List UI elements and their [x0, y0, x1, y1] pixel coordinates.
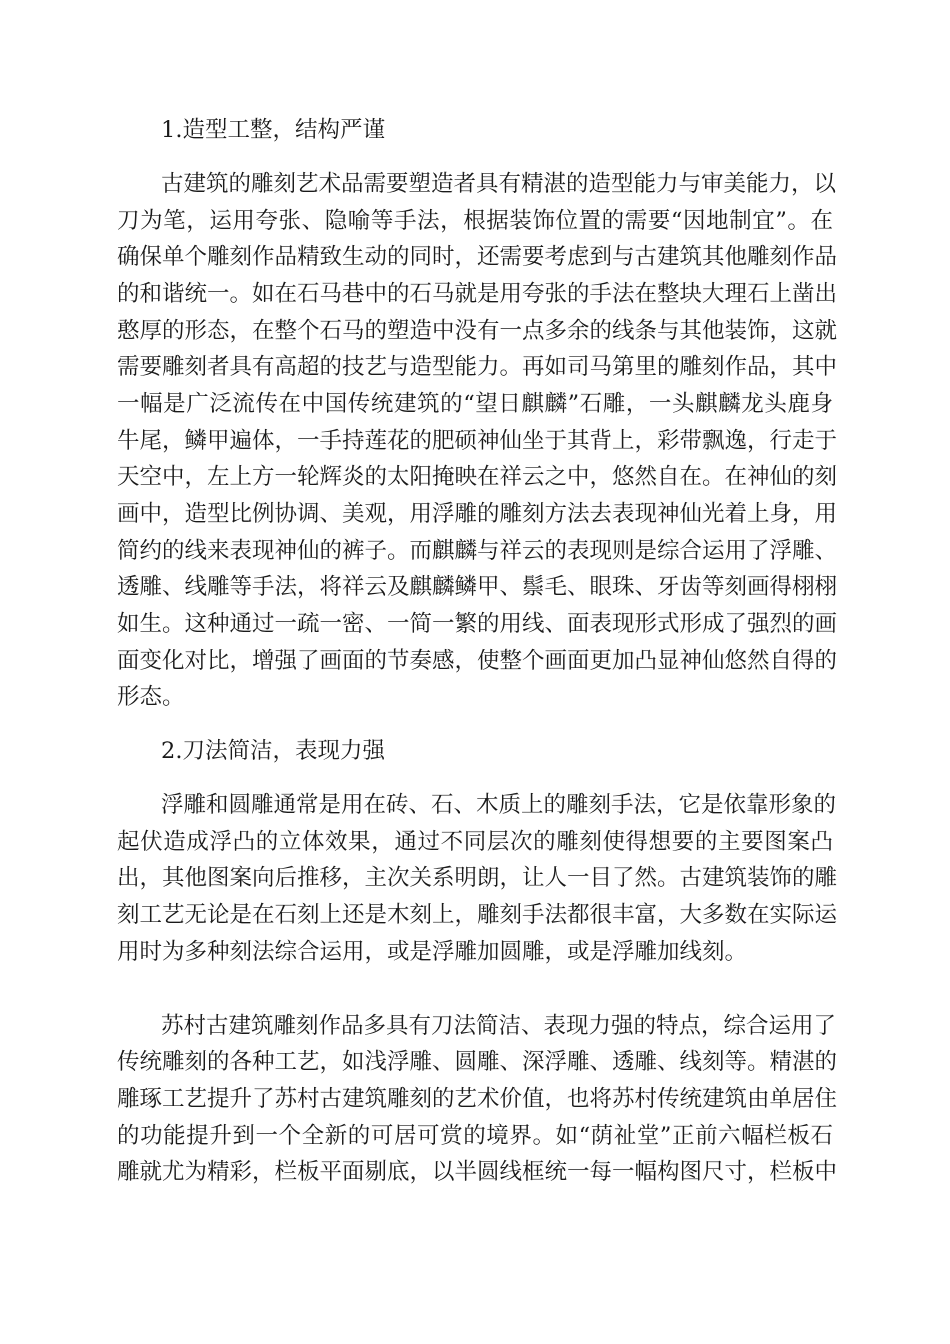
text-line: 憨厚的形态，在整个石马的塑造中没有一点多余的线条与其他装饰，这就: [117, 318, 838, 344]
text-line: 透雕、线雕等手法，将祥云及麒麟鳞甲、鬃毛、眼珠、牙齿等刻画得栩栩: [117, 574, 838, 600]
text-line: 天空中，左上方一轮辉炎的太阳掩映在祥云之中，悠然自在。在神仙的刻: [117, 464, 838, 490]
text-line: 起伏造成浮凸的立体效果，通过不同层次的雕刻使得想要的主要图案凸: [117, 829, 833, 855]
text-line: 简约的线来表现神仙的裤子。而麒麟与祥云的表现则是综合运用了浮雕、: [117, 538, 838, 564]
text-line: 苏村古建筑雕刻作品多具有刀法简洁、表现力强的特点，综合运用了: [161, 1013, 837, 1039]
text-line: 古建筑的雕刻艺术品需要塑造者具有精湛的造型能力与审美能力，以: [161, 171, 837, 197]
text-line: 面变化对比，增强了画面的节奏感，使整个画面更加凸显神仙悠然自得的: [117, 648, 838, 674]
text-line: 出，其他图案向后推移，主次关系明朗，让人一目了然。古建筑装饰的雕: [117, 865, 838, 891]
text-line: 一幅是广泛流传在中国传统建筑的“望日麒麟”石雕，一头麒麟龙头鹿身: [117, 391, 833, 417]
section-heading: 2.刀法简洁，表现力强: [161, 738, 385, 764]
text-line: 需要雕刻者具有高超的技艺与造型能力。再如司马第里的雕刻作品，其中: [117, 354, 838, 380]
text-line: 浮雕和圆雕通常是用在砖、石、木质上的雕刻手法，它是依靠形象的: [161, 792, 837, 818]
text-line: 雕琢工艺提升了苏村古建筑雕刻的艺术价值，也将苏村传统建筑由单居住: [117, 1086, 838, 1112]
text-line: 用时为多种刻法综合运用，或是浮雕加圆雕，或是浮雕加线刻。: [117, 939, 748, 965]
text-line: 刻工艺无论是在石刻上还是木刻上，雕刻手法都很丰富，大多数在实际运: [117, 902, 838, 928]
text-line: 刀为笔，运用夸张、隐喻等手法，根据装饰位置的需要“因地制宜”。在: [117, 208, 833, 234]
text-line: 牛尾，鳞甲遍体，一手持莲花的肥硕神仙坐于其背上，彩带飘逸，行走于: [117, 428, 838, 454]
text-line: 确保单个雕刻作品精致生动的同时，还需要考虑到与古建筑其他雕刻作品: [117, 244, 838, 270]
text-line: 形态。: [117, 684, 185, 710]
text-line: 的功能提升到一个全新的可居可赏的境界。如“荫祉堂”正前六幅栏板石: [117, 1123, 833, 1149]
text-line: 画中，造型比例协调、美观，用浮雕的雕刻方法去表现神仙光着上身，用: [117, 501, 838, 527]
section-heading: 1.造型工整，结构严谨: [161, 117, 385, 143]
text-line: 雕就尤为精彩，栏板平面剔底，以半圆线框统一每一幅构图尺寸，栏板中: [117, 1159, 838, 1185]
text-line: 传统雕刻的各种工艺，如浅浮雕、圆雕、深浮雕、透雕、线刻等。精湛的: [117, 1049, 838, 1075]
text-line: 的和谐统一。如在石马巷中的石马就是用夸张的手法在整块大理石上凿出: [117, 281, 838, 307]
text-line: 如生。这种通过一疏一密、一简一繁的用线、面表现形式形成了强烈的画: [117, 611, 838, 637]
